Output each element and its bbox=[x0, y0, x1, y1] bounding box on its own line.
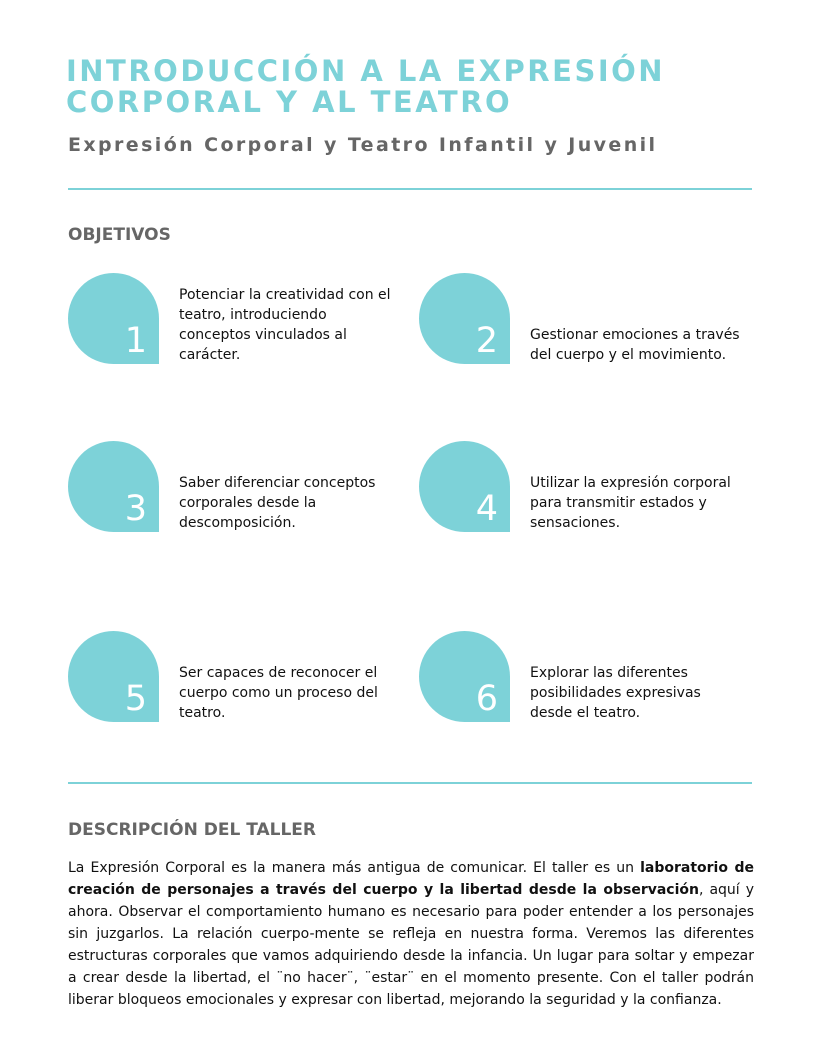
description-heading: DESCRIPCIÓN DEL TALLER bbox=[68, 820, 316, 840]
objective-item-1 bbox=[68, 273, 408, 368]
description-paragraph bbox=[68, 857, 754, 1011]
objectives-heading: OBJETIVOS bbox=[68, 225, 171, 245]
objective-number: 4 bbox=[475, 489, 498, 529]
objective-number: 6 bbox=[475, 679, 498, 719]
bottom-divider bbox=[68, 782, 752, 784]
objective-item-2 bbox=[419, 273, 759, 368]
objective-item-3 bbox=[68, 441, 408, 536]
objective-text: Ser capaces de reconocer el cuerpo como un proceso del teatro. bbox=[179, 665, 378, 721]
objective-number-badge bbox=[68, 273, 159, 364]
objective-item-6 bbox=[419, 631, 759, 726]
objective-text: Explorar las diferentes posibilidades expresivas desde el teatro. bbox=[530, 665, 701, 721]
description-text-end: , aquí y ahora. Observar el comportamiento humano es necesario para poder entender a los personajes sin juzgarlos. La relación cuerpo-mente se refleja en nuestra forma. Veremos las diferentes estructuras corporales que vamos adquiriendo desde la infancia. Un lugar para soltar y empezar a crear desde la libertad, el ¨no hacer¨, ¨estar¨ en el momento presente. Con el taller podrán liberar bloqueos emocionales y expresar con libertad, mejorando la seguridad y la confianza. bbox=[68, 882, 754, 1008]
objective-number: 3 bbox=[124, 489, 147, 529]
objective-number: 2 bbox=[475, 321, 498, 361]
objective-number-badge bbox=[419, 631, 510, 722]
page-title: INTRODUCCIÓN A LA EXPRESIÓN CORPORAL Y AL TEATRO bbox=[66, 54, 666, 119]
objective-number-badge bbox=[419, 441, 510, 532]
top-divider bbox=[68, 188, 752, 190]
objective-text: Potenciar la creatividad con el teatro, introduciendo conceptos vinculados al carácter. bbox=[179, 287, 391, 363]
objective-text: Gestionar emociones a través del cuerpo y el movimiento. bbox=[530, 327, 740, 363]
objective-text: Utilizar la expresión corporal para transmitir estados y sensaciones. bbox=[530, 475, 731, 531]
description-text-start: La Expresión Corporal es la manera más antigua de comunicar. El taller es un bbox=[68, 860, 641, 876]
objective-number-badge bbox=[68, 441, 159, 532]
description-highlight: laboratorio de creación de personajes a través del cuerpo y la libertad desde la observación bbox=[68, 860, 754, 898]
objective-text: Saber diferenciar conceptos corporales desde la descomposición. bbox=[179, 475, 376, 531]
objective-item-5 bbox=[68, 631, 408, 726]
objective-item-4 bbox=[419, 441, 759, 536]
page-subtitle: Expresión Corporal y Teatro Infantil y Juvenil bbox=[68, 134, 658, 156]
objective-number: 5 bbox=[124, 679, 147, 719]
objective-number-badge bbox=[68, 631, 159, 722]
objective-number-badge bbox=[419, 273, 510, 364]
objective-number: 1 bbox=[124, 321, 147, 361]
